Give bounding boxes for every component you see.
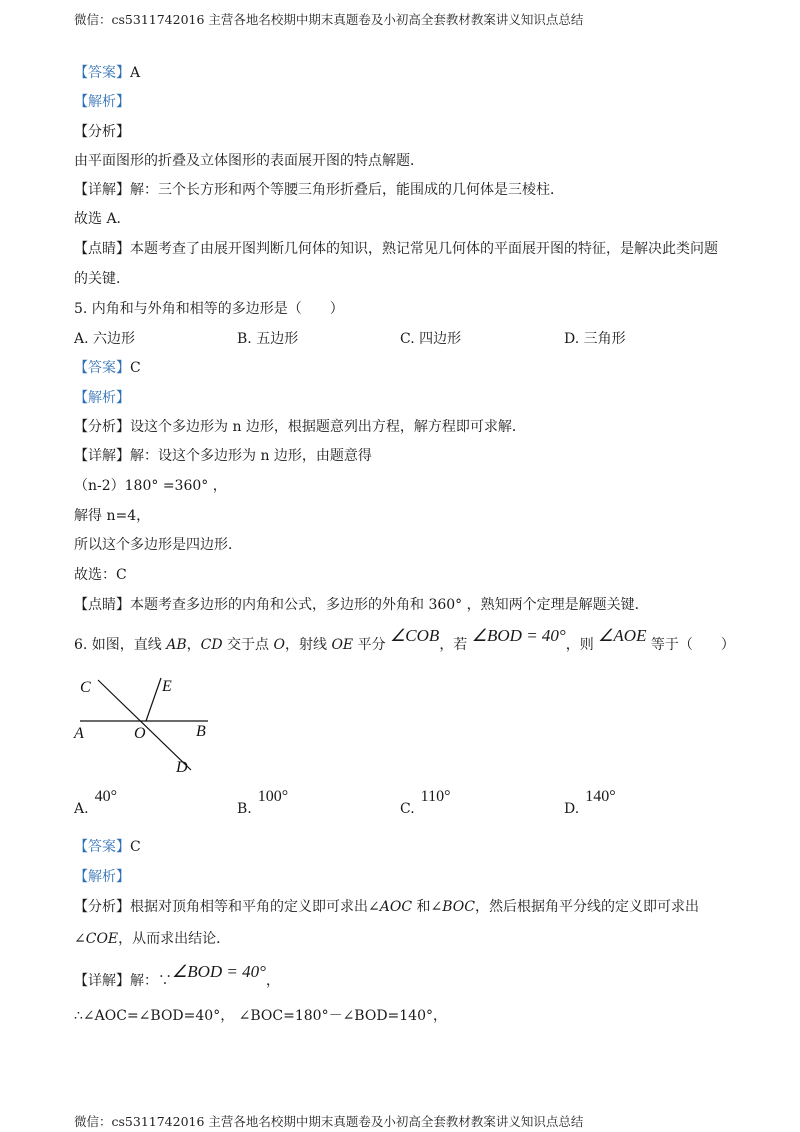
line-cd: CD bbox=[200, 637, 223, 653]
q4-guxuan: 故选 A． bbox=[74, 211, 131, 227]
point-o: O bbox=[273, 637, 285, 653]
fenxi-text: ，从而求出结论． bbox=[118, 931, 231, 947]
q4-fenxi-tag: 【分析】 bbox=[74, 124, 130, 140]
page-footer: 微信：cs5311742016 主营各地名校期中期末真题卷及小初高全套教材教案讲义知识点总结 bbox=[74, 1114, 584, 1129]
option-letter: B. bbox=[237, 801, 252, 817]
stem-part: 平分 bbox=[353, 637, 391, 653]
q6-option-b bbox=[237, 788, 289, 818]
option-value: 100° bbox=[257, 788, 289, 805]
q5-solution: 解得 n=4， bbox=[74, 508, 151, 524]
q4-xiangjie bbox=[74, 181, 564, 199]
fenxi-text: 和∠ bbox=[412, 899, 443, 915]
xiangjie-tag: 【详解】 bbox=[74, 973, 130, 989]
page-header: 微信：cs5311742016 主营各地名校期中期末真题卷及小初高全套教材教案讲义知识点总结 bbox=[74, 12, 584, 27]
answer-tag: 【答案】 bbox=[74, 360, 130, 376]
fenxi-text: 根据对顶角相等和平角的定义即可求出∠ bbox=[130, 899, 380, 915]
answer-value: A bbox=[130, 65, 141, 81]
line-ab: AB bbox=[166, 637, 187, 653]
xiangjie-tag: 【详解】 bbox=[74, 448, 130, 464]
xiangjie-text: 解：三个长方形和两个等腰三角形折叠后，能围成的几何体是三棱柱． bbox=[130, 182, 564, 198]
q6-option-d bbox=[564, 788, 616, 818]
q5-xiangjie bbox=[74, 447, 372, 465]
geometry-figure bbox=[70, 672, 220, 778]
q5-conclusion: 所以这个多边形是四边形． bbox=[74, 537, 242, 553]
stem-part: ，则 bbox=[565, 637, 599, 653]
q5-option-c: C. 四边形 bbox=[400, 331, 462, 347]
q6-answer bbox=[74, 838, 141, 856]
xiangjie-text: 解：∵ bbox=[130, 973, 172, 989]
q6-last-line: ∴∠AOC=∠BOD=40°， ∠BOC=180°－∠BOD=140°， bbox=[74, 1008, 447, 1024]
q6-xiangjie bbox=[74, 962, 280, 991]
label-a: A bbox=[74, 725, 84, 742]
stem-part: ， bbox=[186, 637, 201, 653]
q5-stem: 5. 内角和与外角和相等的多边形是（ ） bbox=[74, 301, 344, 317]
xiangjie-tag: 【详解】 bbox=[74, 182, 130, 198]
q6-option-c bbox=[400, 788, 451, 818]
fenxi-text: ，然后根据角平分线的定义即可求出 bbox=[474, 899, 699, 915]
label-c: C bbox=[80, 679, 91, 696]
q5-answer bbox=[74, 359, 141, 377]
q5-dianjing bbox=[74, 596, 649, 614]
dianjing-tag: 【点睛】 bbox=[74, 597, 130, 613]
xiangjie-end: ， bbox=[265, 973, 280, 989]
stem-part: 交于点 bbox=[222, 637, 274, 653]
q6-option-a bbox=[74, 788, 117, 818]
fenxi-text: 设这个多边形为 n 边形，根据题意列出方程，解方程即可求解． bbox=[130, 419, 526, 435]
q4-jiexi: 【解析】 bbox=[74, 94, 130, 110]
q5-guxuan: 故选：C bbox=[74, 567, 127, 583]
option-letter: C. bbox=[400, 801, 415, 817]
label-d: D bbox=[176, 759, 188, 776]
q6-fenxi bbox=[74, 898, 699, 916]
stem-part: 6. 如图，直线 bbox=[74, 637, 167, 653]
option-value: 110° bbox=[420, 788, 451, 805]
q5-option-b: B. 五边形 bbox=[237, 331, 299, 347]
given-angle: ∠BOD = 40° bbox=[172, 962, 266, 981]
q4-dianjing-cont: 的关键． bbox=[74, 271, 130, 287]
q6-fenxi-cont bbox=[74, 930, 230, 948]
option-value: 140° bbox=[585, 788, 616, 805]
angle-aoe: ∠AOE bbox=[598, 626, 647, 645]
option-letter: A. bbox=[74, 801, 89, 817]
xiangjie-text: 解：设这个多边形为 n 边形，由题意得 bbox=[130, 448, 372, 464]
dianjing-tag: 【点睛】 bbox=[74, 241, 130, 257]
q5-jiexi: 【解析】 bbox=[74, 390, 130, 406]
q6-jiexi: 【解析】 bbox=[74, 869, 130, 885]
q4-fenxi-text: 由平面图形的折叠及立体图形的表面展开图的特点解题． bbox=[74, 153, 424, 169]
ray-oe: OE bbox=[331, 637, 354, 653]
answer-value: C bbox=[130, 839, 141, 855]
q4-answer bbox=[74, 64, 140, 82]
dianjing-text: 本题考查了由展开图判断几何体的知识，熟记常见几何体的平面展开图的特征，是解决此类问题 bbox=[130, 241, 718, 257]
angle-cob: ∠COB bbox=[390, 626, 440, 645]
answer-tag: 【答案】 bbox=[74, 839, 130, 855]
angle-boc: BOC bbox=[442, 899, 475, 915]
answer-tag: 【答案】 bbox=[74, 65, 130, 81]
label-e: E bbox=[162, 678, 172, 695]
stem-part: 等于（ ） bbox=[646, 637, 735, 653]
q5-option-a: A. 六边形 bbox=[74, 331, 136, 347]
q5-option-d: D. 三角形 bbox=[564, 331, 626, 347]
angle-aoc: AOC bbox=[379, 899, 413, 915]
label-b: B bbox=[196, 723, 206, 740]
answer-value: C bbox=[130, 360, 141, 376]
given-angle: ∠BOD = 40° bbox=[471, 626, 566, 645]
stem-part: ，射线 bbox=[285, 637, 332, 653]
angle-symbol: ∠ bbox=[74, 931, 86, 947]
q5-equation: （n-2）180° =360° ， bbox=[74, 478, 227, 494]
q4-dianjing bbox=[74, 240, 718, 258]
option-value: 40° bbox=[94, 788, 117, 805]
q6-stem bbox=[74, 626, 735, 655]
option-letter: D. bbox=[564, 801, 580, 817]
dianjing-text: 本题考查多边形的内角和公式，多边形的外角和 360° ，熟知两个定理是解题关键． bbox=[130, 597, 649, 613]
fenxi-tag: 【分析】 bbox=[74, 899, 130, 915]
stem-part: ，若 bbox=[439, 637, 472, 653]
fenxi-tag: 【分析】 bbox=[74, 419, 130, 435]
angle-coe: COE bbox=[85, 931, 119, 947]
ray-oe-segment bbox=[146, 678, 161, 721]
label-o: O bbox=[134, 725, 146, 742]
q5-fenxi bbox=[74, 418, 526, 436]
